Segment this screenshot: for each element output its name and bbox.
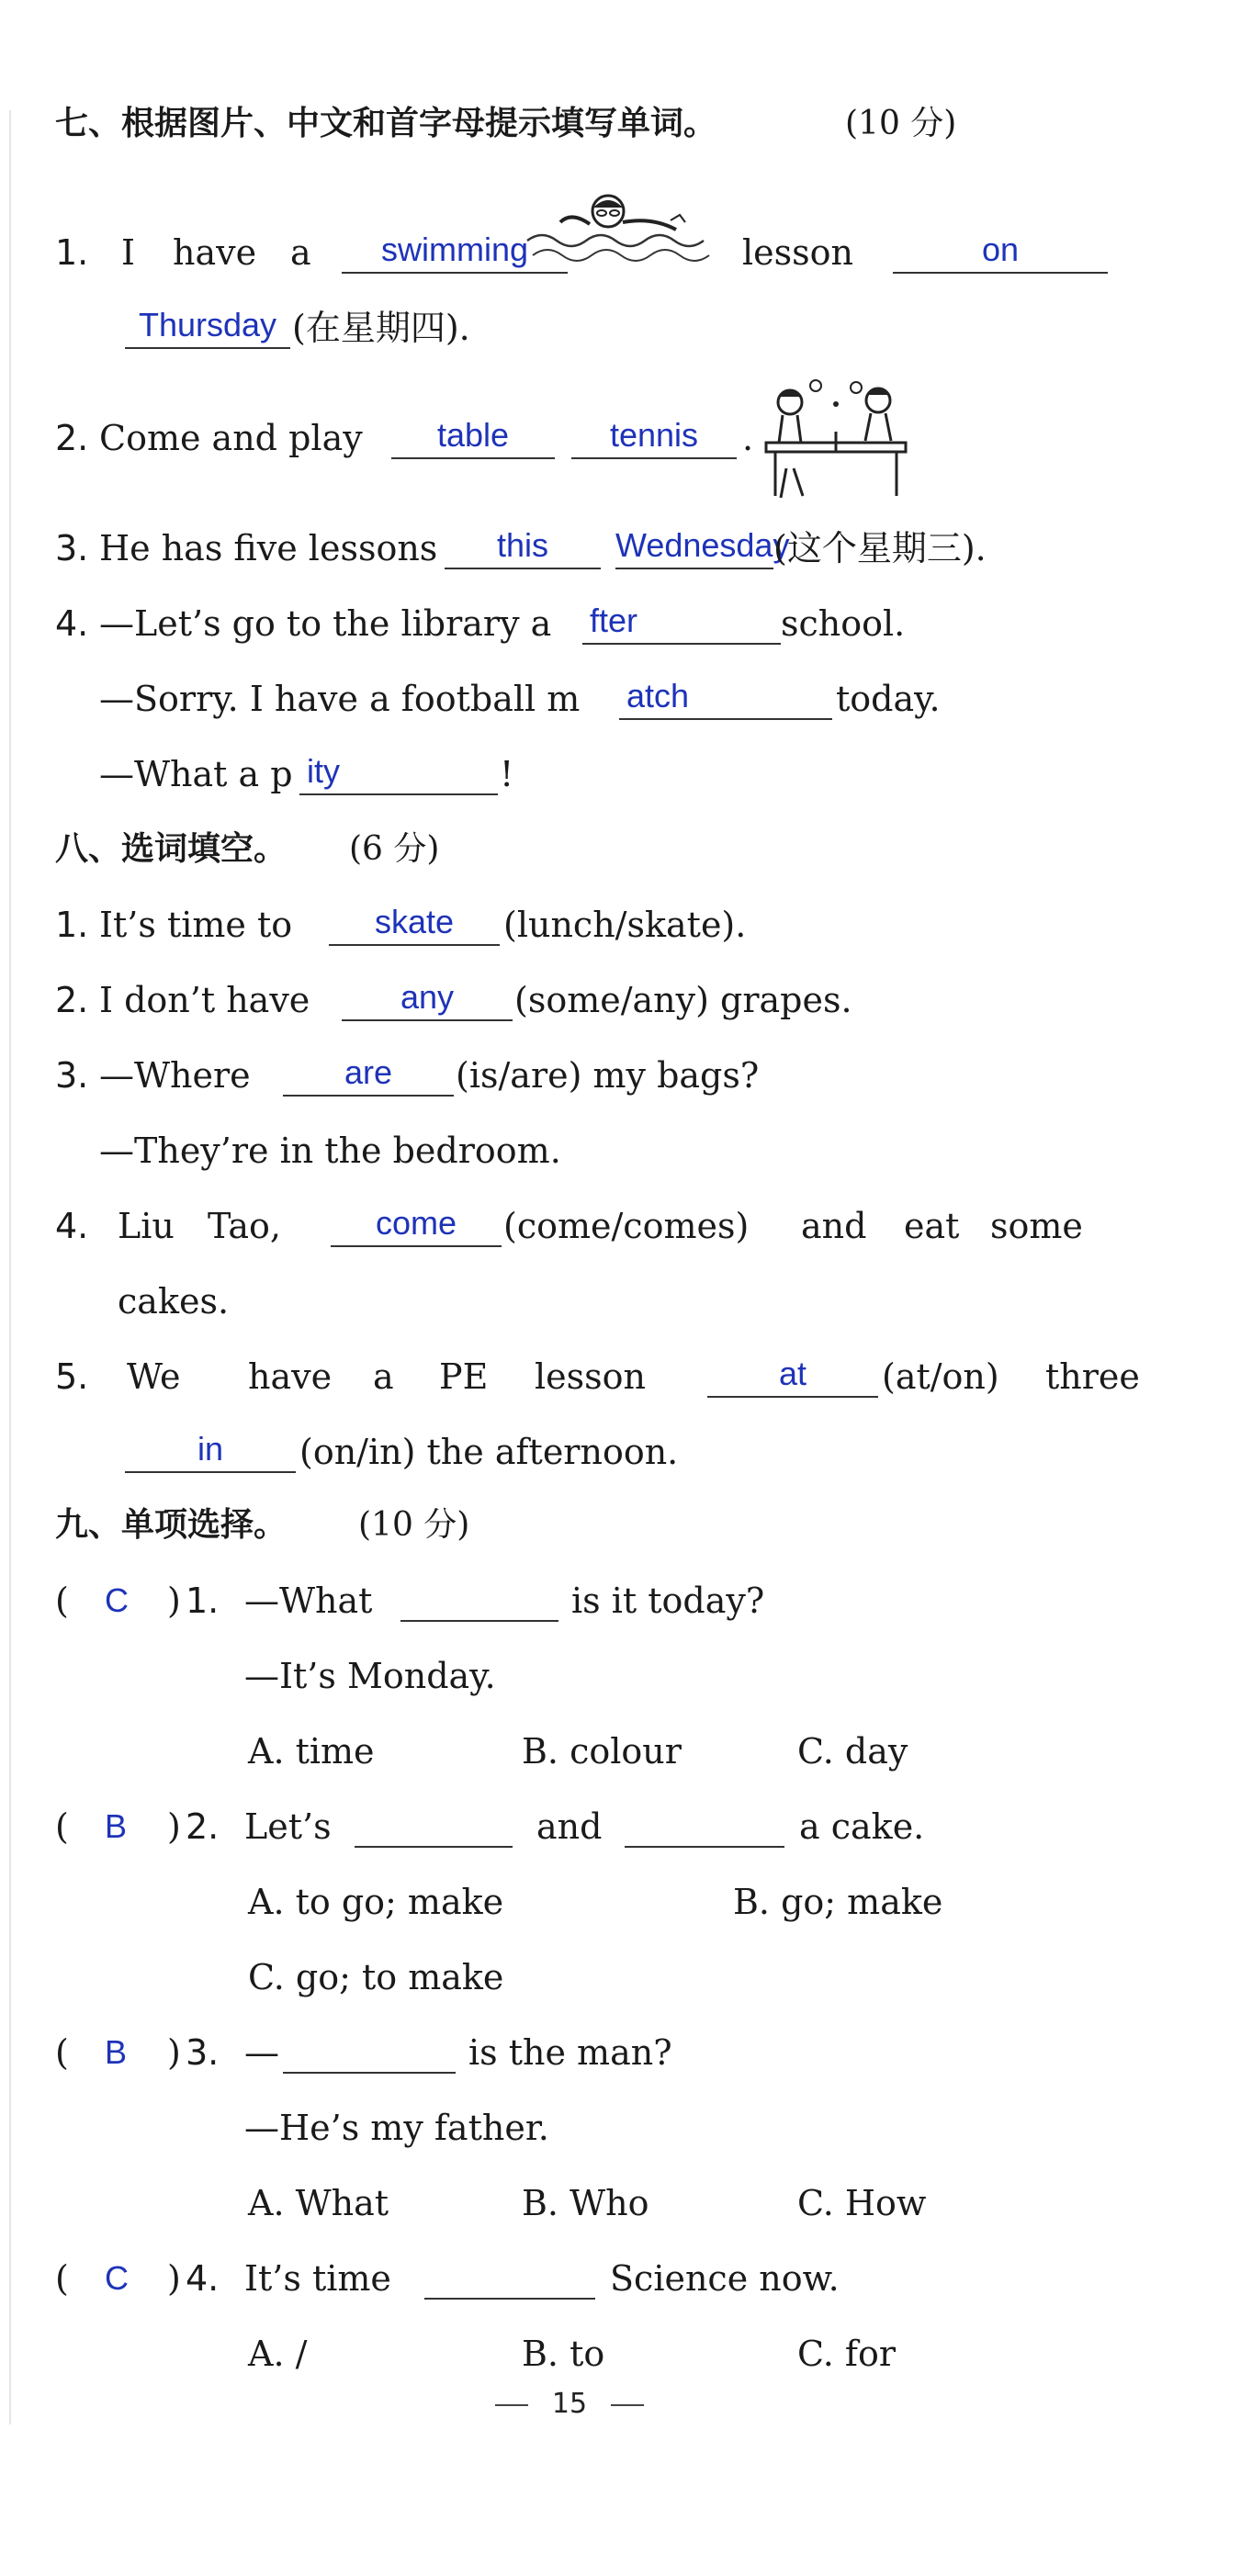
s9-q1-option-b[interactable]: B. colour [522,1731,682,1772]
s8-q1-blank[interactable]: skate [329,900,500,946]
s9-q2-blank-2 [625,1802,784,1848]
s8-q5-blank-2[interactable]: in [125,1427,296,1473]
s9-q4-option-c[interactable]: C. for [797,2334,896,2374]
s7-q1-blank-3[interactable]: Thursday [125,303,290,349]
s9-q1-option-c[interactable]: C. day [797,1731,908,1772]
page-edge [9,110,11,2424]
s7-q1-blank-1[interactable]: swimming [342,228,568,274]
s9-q2-blank-1 [355,1802,513,1848]
s9-q3-option-c[interactable]: C. How [797,2183,927,2223]
swimmer-icon [524,184,716,276]
s7-q1-blank-2[interactable]: on [893,228,1108,274]
s9-q4-blank [424,2254,595,2300]
s9-q2-option-c[interactable]: C. go; to make [248,1957,504,1997]
s8-q3-blank[interactable]: are [283,1051,454,1097]
s9-q4-option-b[interactable]: B. to [522,2334,605,2374]
s9-q2-answer[interactable]: B [105,1807,128,1845]
s9-q2-option-a[interactable]: A. to go; make [248,1882,504,1922]
s9-q1-blank [400,1576,558,1622]
s7-q3-blank-1[interactable]: this [445,523,601,569]
s7-q3-blank-2[interactable]: Wednesday [615,523,773,569]
s9-q4-answer[interactable]: C [105,2259,129,2297]
s8-q2-blank[interactable]: any [342,975,513,1021]
s7-q4-blank-2[interactable]: atch [619,674,832,720]
s9-q4-option-a[interactable]: A. / [248,2334,308,2374]
s9-q3-answer[interactable]: B [105,2033,128,2071]
s8-q4-blank[interactable]: come [331,1201,502,1247]
page-number: 15 [0,2388,1139,2420]
s9-q3-option-b[interactable]: B. Who [522,2183,649,2223]
s7-q2-blank-2[interactable]: tennis [571,413,737,459]
s9-q3-option-a[interactable]: A. What [248,2183,389,2223]
s9-q3-blank [283,2028,456,2074]
s8-q5-blank-1[interactable]: at [707,1352,878,1398]
s9-q1-option-a[interactable]: A. time [248,1731,375,1772]
s7-q2-blank-1[interactable]: table [391,413,555,459]
s9-q2-option-b[interactable]: B. go; make [733,1882,943,1922]
s7-q4-blank-1[interactable]: fter [582,599,781,645]
s9-q1-answer[interactable]: C [105,1581,129,1619]
worksheet-page: 七、根据图片、中文和首字母提示填写单词。 (10 分) 1. I have a swimming lesson on Thursday (在星期四). 2. Come and play table tennis . 3. He has five lessons this Wednesday (这个星期三). 4. —Let’s go to the library a fter school. —Sorry. I have a football m atch today. —What a p ity ! 八、选词填空。 (6 分) 1. It’s time to skate (lunch/skate). 2. I don’t have any (some/any) grapes. 3. —Where are (is/are) my bags? —They’re in the bedroom. 4. Liu Tao, come (come/comes) and eat some cakes. 5. We have a PE lesson at (at/on) three in (on/in) the afternoon. 九、单项选择。 (10 分) ( C ) 1. —What is it today? —It’s Monday. A. time B. colour C. day ( B ) 2. Let’s and a cake. A. to go; make B. go; make C. go; to make ( B ) 3. — is the man? —He’s my father. A. What B. Who C. How ( C ) 4. It’s time Science now. A. / B. to C. for 15 [0,0,1252,2576]
s7-q4-blank-3[interactable]: ity [299,749,498,795]
table-tennis-icon [762,377,909,505]
